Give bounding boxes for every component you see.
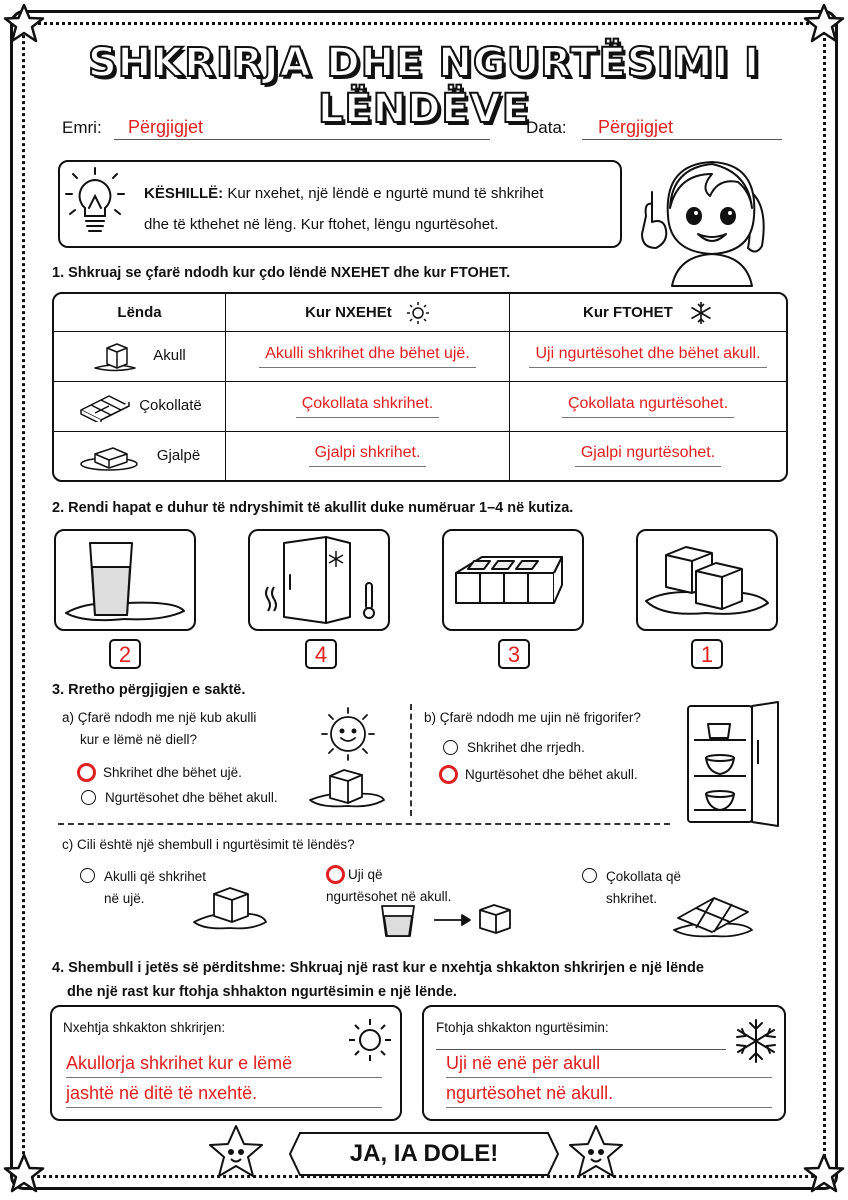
col-header-substance: Lënda <box>54 294 226 332</box>
table-row <box>54 432 786 480</box>
substance-cell: Gjalpë <box>54 432 226 480</box>
question-2-prompt: 2. Rendi hapat e duhur të ndryshimit të akullit duke numëruar 1–4 në kutiza. <box>52 500 574 516</box>
q3b-option-2[interactable]: Ngurtësohet dhe bëhet akull. <box>441 765 638 784</box>
snowflake-icon <box>689 301 713 325</box>
heat-answer-line-2[interactable]: jashtë në ditë të nxehtë. <box>66 1083 382 1108</box>
cooled-answer-cell[interactable]: Gjalpi ngurtësohet. <box>510 432 786 480</box>
sun-icon <box>406 301 430 325</box>
step-number-box[interactable]: 1 <box>691 639 723 669</box>
ice-cube-icon <box>638 531 776 629</box>
question-4-prompt-line-2: dhe një rast kur ftohja shhakton ngurtësimin e një lënde. <box>67 984 457 1000</box>
question-3-prompt: 3. Rretho përgjigjen e saktë. <box>52 682 246 698</box>
step-number-box[interactable]: 2 <box>109 639 141 669</box>
horizontal-divider <box>58 823 670 825</box>
selected-radio-icon[interactable] <box>326 865 345 884</box>
radio-icon[interactable] <box>582 868 597 883</box>
star-icon <box>802 1152 846 1196</box>
tip-label: KËSHILLË: <box>144 185 224 202</box>
table-header-row <box>54 294 786 332</box>
radio-icon[interactable] <box>81 790 96 805</box>
open-fridge-icon <box>684 700 784 828</box>
q3b-question: b) Çfarë ndodh me ujin në frigorifer? <box>424 710 641 725</box>
date-field[interactable]: Përgjigjet <box>598 117 674 137</box>
sun-melting-ice-icon <box>304 706 388 810</box>
name-underline <box>114 139 490 140</box>
cold-box-title: Ftohja shkakton ngurtësimin: <box>436 1020 609 1035</box>
q3b-option-1[interactable]: Shkrihet dhe rrjedh. <box>443 740 585 755</box>
tip-text <box>144 178 604 240</box>
step-picture-ice-cubes <box>636 529 778 631</box>
col-header-cooled: Kur FTOHET <box>510 294 786 332</box>
lightbulb-icon <box>64 166 126 242</box>
fridge-icon <box>250 531 388 629</box>
heat-box-title: Nxehtja shkakton shkrirjen: <box>63 1020 226 1035</box>
heated-answer-cell[interactable]: Akulli shkrihet dhe bëhet ujë. <box>226 332 510 382</box>
step-picture-ice-tray <box>442 529 584 631</box>
cold-title-underline <box>436 1049 726 1050</box>
q3a-line-1: a) Çfarë ndodh me një kub akulli <box>62 710 257 725</box>
date-underline <box>582 139 782 140</box>
cold-answer-line-2[interactable]: ngurtësohet në akull. <box>446 1083 772 1108</box>
girl-illustration <box>632 146 780 288</box>
glass-icon <box>56 531 194 629</box>
star-icon <box>564 1122 628 1182</box>
chocolate-icon <box>77 390 133 422</box>
banner-text: JA, IA DOLE! <box>349 1140 499 1167</box>
radio-icon[interactable] <box>443 740 458 755</box>
star-icon <box>204 1122 268 1182</box>
substance-cell: Çokollatë <box>54 382 226 432</box>
q3c-option-2[interactable]: Uji që ngurtësohet në akull. <box>326 867 452 904</box>
substance-cell: Akull <box>54 332 226 382</box>
step-picture-glass <box>54 529 196 631</box>
heated-answer-cell[interactable]: Çokollata shkrihet. <box>226 382 510 432</box>
selected-radio-icon[interactable] <box>77 763 96 782</box>
q3a-line-2: kur e lëmë në diell? <box>80 732 198 747</box>
heated-answer-cell[interactable]: Gjalpi shkrihet. <box>226 432 510 480</box>
melting-ice-icon <box>190 880 268 932</box>
vertical-divider <box>410 704 412 816</box>
step-picture-fridge <box>248 529 390 631</box>
q3a-option-2[interactable]: Ngurtësohet dhe bëhet akull. <box>81 790 278 805</box>
ice-cube-icon <box>93 340 137 372</box>
butter-icon <box>79 440 139 472</box>
table-row <box>54 332 786 382</box>
selected-radio-icon[interactable] <box>439 765 458 784</box>
name-label: Emri: <box>62 118 102 137</box>
cold-answer-line-1[interactable]: Uji në enë për akull <box>446 1053 772 1078</box>
q1-table <box>52 292 788 482</box>
q3c-option-3[interactable]: Çokollata që shkrihet. <box>582 866 681 910</box>
col-header-heated: Kur NXEHEt <box>226 294 510 332</box>
q3c-question: c) Cili është një shembull i ngurtësimit të lëndës? <box>62 837 355 852</box>
q3a-option-1[interactable]: Shkrihet dhe bëhet ujë. <box>79 763 242 782</box>
cooled-answer-cell[interactable]: Çokollata ngurtësohet. <box>510 382 786 432</box>
page-title: SHKRIRJA DHE NGURTËSIMI I LËNDËVE <box>87 40 761 132</box>
question-4-prompt-line-1: 4. Shembull i jetës së përditshme: Shkruaj një rast kur e nxehtja shkakton shkrirjen e një lënde <box>52 960 704 976</box>
name-field[interactable]: Përgjigjet <box>128 117 204 137</box>
melting-chocolate-icon <box>670 890 756 940</box>
tip-line-2: dhe të kthehet në lëng. Kur ftohet, lëngu ngurtësohet. <box>144 216 499 233</box>
question-1-prompt: 1. Shkruaj se çfarë ndodh kur çdo lëndë NXEHET dhe kur FTOHET. <box>52 265 511 281</box>
star-icon <box>2 1152 46 1196</box>
water-to-ice-icon <box>376 898 522 942</box>
cooled-answer-cell[interactable]: Uji ngurtësohet dhe bëhet akull. <box>510 332 786 382</box>
radio-icon[interactable] <box>80 868 95 883</box>
q3a-question <box>62 707 256 751</box>
q3c-option-1[interactable]: Akulli që shkrihet në ujë. <box>80 866 206 910</box>
step-number-box[interactable]: 3 <box>498 639 530 669</box>
table-row <box>54 382 786 432</box>
heat-answer-line-1[interactable]: Akullorja shkrihet kur e lëmë <box>66 1053 382 1078</box>
date-label: Data: <box>526 118 567 137</box>
tip-line-1: Kur nxehet, një lëndë e ngurtë mund të shkrihet <box>223 185 544 202</box>
ice-tray-icon <box>444 531 582 629</box>
step-number-box[interactable]: 4 <box>305 639 337 669</box>
